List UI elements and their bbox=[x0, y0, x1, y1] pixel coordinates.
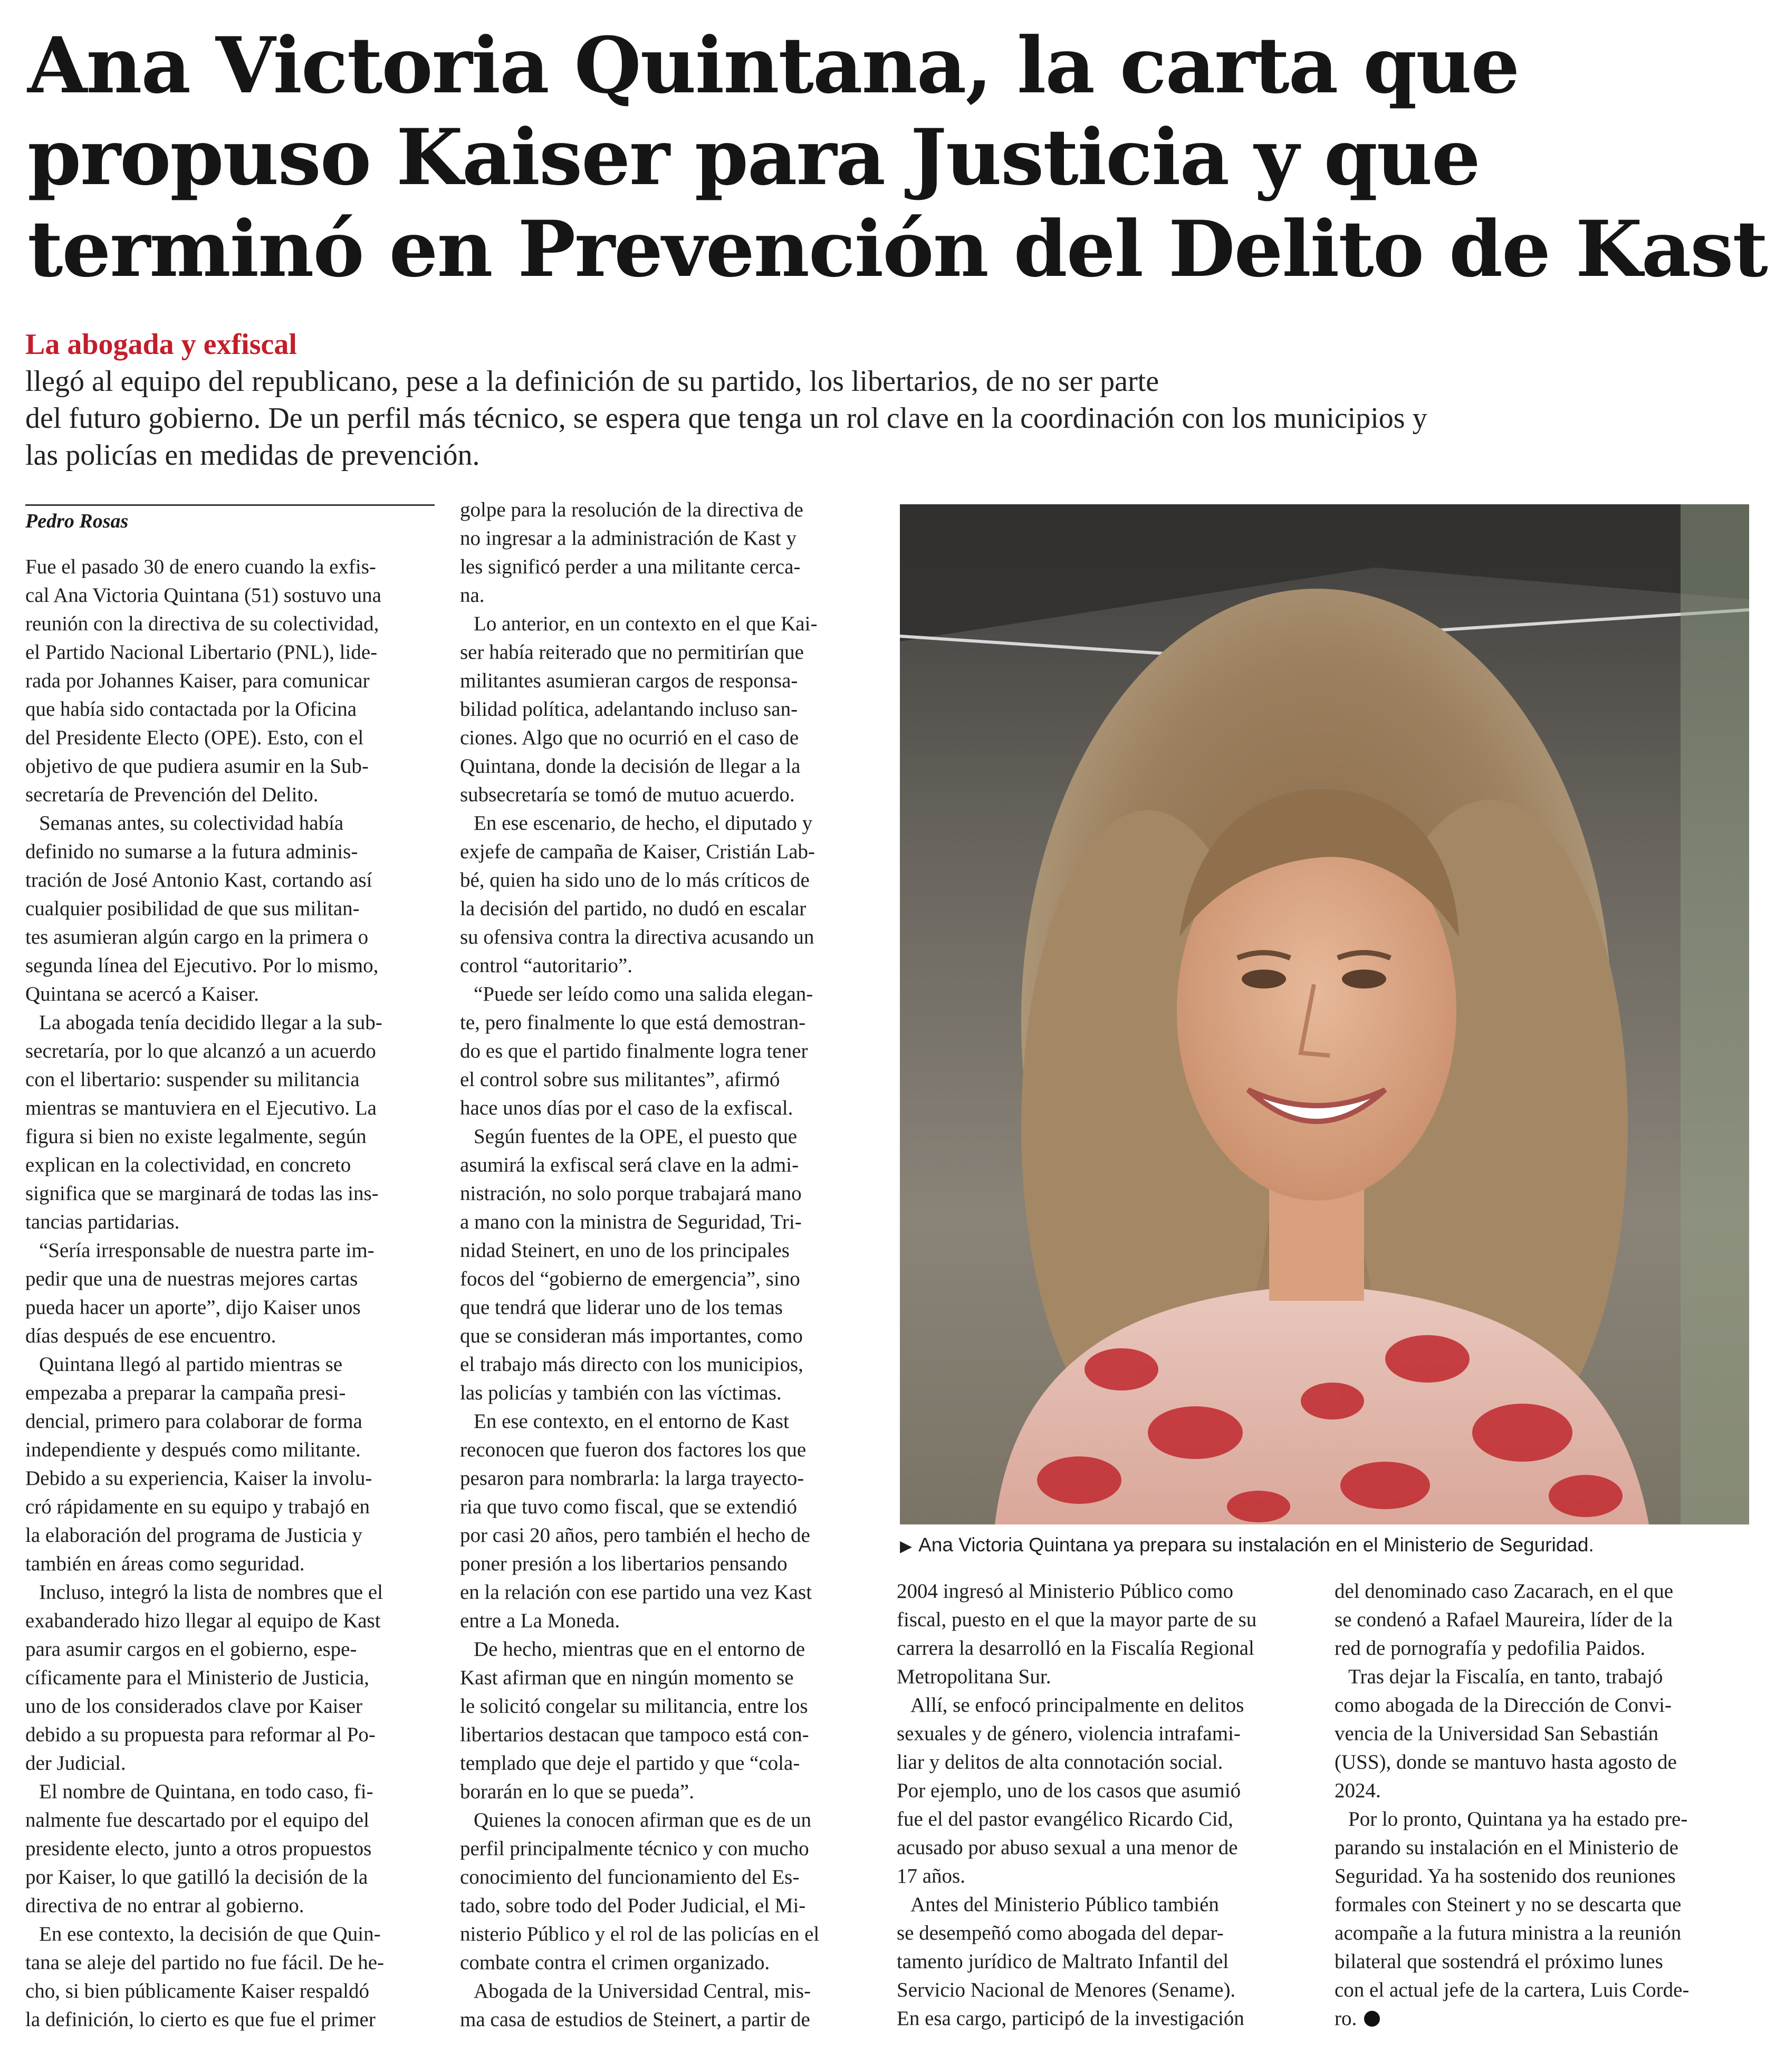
text-line: fue el del pastor evangélico Ricardo Cid, bbox=[897, 1808, 1233, 1830]
text-line: Quienes la conocen afirman que es de un bbox=[474, 1809, 811, 1831]
headline bbox=[27, 20, 1767, 295]
text-line: poner presión a los libertarios pensando bbox=[460, 1552, 788, 1575]
text-line: hace unos días por el caso de la exfiscal. bbox=[460, 1097, 793, 1119]
text-line: carrera la desarrolló en la Fiscalía Regional bbox=[897, 1637, 1254, 1659]
text-line: cualquier posibilidad de que sus militan- bbox=[25, 897, 360, 920]
text-line: te, pero finalmente lo que está demostran- bbox=[460, 1011, 806, 1034]
text-line: le solicitó congelar su militancia, entre los bbox=[460, 1695, 808, 1718]
text-line: Quintana llegó al partido mientras se bbox=[39, 1353, 343, 1376]
byline-rule bbox=[25, 504, 435, 506]
byline: Pedro Rosas bbox=[25, 510, 129, 532]
text-line: pueda hacer un aporte”, dijo Kaiser unos bbox=[25, 1296, 361, 1319]
article-column-4 bbox=[1335, 1577, 1746, 2033]
text-line: Debido a su experiencia, Kaiser la involu- bbox=[25, 1467, 372, 1490]
text-line: tamento jurídico de Maltrato Infantil del bbox=[897, 1950, 1229, 1973]
text-line: vencia de la Universidad San Sebastián bbox=[1335, 1722, 1659, 1745]
text-line: De hecho, mientras que en el entorno de bbox=[474, 1638, 805, 1661]
text-line: conocimiento del funcionamiento del Es- bbox=[460, 1866, 800, 1888]
text-line: En esa cargo, participó de la investigación bbox=[897, 2007, 1244, 2030]
text-line: acompañe a la futura ministra a la reunión bbox=[1335, 1922, 1682, 1944]
text-line: el trabajo más directo con los municipios, bbox=[460, 1353, 803, 1376]
text-line: Abogada de la Universidad Central, mis- bbox=[474, 1980, 811, 2002]
text-line: el Partido Nacional Libertario (PNL), lide- bbox=[25, 641, 378, 664]
text-line: tado, sobre todo del Poder Judicial, el Mi- bbox=[460, 1894, 806, 1917]
text-line: independiente y después como militante. bbox=[25, 1438, 361, 1461]
text-line: rada por Johannes Kaiser, para comunicar bbox=[25, 669, 370, 692]
text-line: empezaba a preparar la campaña presi- bbox=[25, 1382, 346, 1404]
text-line: nisterio Público y el rol de las policías en el bbox=[460, 1923, 820, 1945]
text-line: cho, si bien públicamente Kaiser respaldó bbox=[25, 1980, 369, 2002]
text-line: do es que el partido finalmente logra tener bbox=[460, 1040, 808, 1062]
text-line: Servicio Nacional de Menores (Sename). bbox=[897, 1979, 1236, 2001]
text-line: Por lo pronto, Quintana ya ha estado pre- bbox=[1348, 1808, 1688, 1830]
text-line: segunda línea del Ejecutivo. Por lo mismo, bbox=[25, 954, 379, 977]
text-line: La abogada tenía decidido llegar a la sub- bbox=[39, 1011, 382, 1034]
text-line: no ingresar a la administración de Kast y bbox=[460, 527, 796, 550]
text-line: se condenó a Rafael Maureira, líder de la bbox=[1335, 1608, 1673, 1631]
text-line: ria que tuvo como fiscal, que se extendió bbox=[460, 1495, 797, 1518]
text-line: “Puede ser leído como una salida elegan- bbox=[474, 983, 813, 1005]
text-line: exjefe de campaña de Kaiser, Cristián Lab- bbox=[460, 840, 815, 863]
lead-line bbox=[25, 326, 1766, 400]
text-line: que tendrá que liderar uno de los temas bbox=[460, 1296, 783, 1319]
text-line: la definición, lo cierto es que fue el primer bbox=[25, 2008, 376, 2031]
lead-paragraph bbox=[25, 326, 1766, 474]
text-line: las policías y también con las víctimas. bbox=[460, 1382, 782, 1404]
text-line: 2004 ingresó al Ministerio Público como bbox=[897, 1580, 1234, 1603]
headline-line: propuso Kaiser para Justicia y que bbox=[27, 112, 1480, 203]
text-line: nistración, no solo porque trabajará mano bbox=[460, 1182, 802, 1205]
text-line: también en áreas como seguridad. bbox=[25, 1552, 305, 1575]
text-line: como abogada de la Dirección de Convi- bbox=[1335, 1694, 1672, 1716]
text-line: nalmente fue descartado por el equipo del bbox=[25, 1809, 369, 1831]
text-line: secretaría de Prevención del Delito. bbox=[25, 783, 319, 806]
text-line: se desempeñó como abogada del depar- bbox=[897, 1922, 1224, 1944]
text-line: Incluso, integró la lista de nombres que el bbox=[39, 1581, 383, 1604]
text-line: 17 años. bbox=[897, 1865, 965, 1887]
text-line: objetivo de que pudiera asumir en la Sub- bbox=[25, 755, 369, 778]
text-line: golpe para la resolución de la directiva de bbox=[460, 498, 803, 521]
text-line: tancias partidarias. bbox=[25, 1211, 180, 1233]
text-line: nidad Steinert, en uno de los principales bbox=[460, 1239, 790, 1262]
text-line: exabanderado hizo llegar al equipo de Kast bbox=[25, 1609, 381, 1632]
text-line: que se consideran más importantes, como bbox=[460, 1325, 803, 1347]
text-line: Seguridad. Ya ha sostenido dos reuniones bbox=[1335, 1865, 1676, 1887]
text-line: mientras se mantuviera en el Ejecutivo. La bbox=[25, 1097, 377, 1119]
text-line: Metropolitana Sur. bbox=[897, 1665, 1051, 1688]
text-line: focos del “gobierno de emergencia”, sino bbox=[460, 1268, 800, 1290]
text-line: a mano con la ministra de Seguridad, Tri- bbox=[460, 1211, 802, 1233]
text-line: tes asumieran algún cargo en la primera o bbox=[25, 926, 369, 948]
text-line: ciones. Algo que no ocurrió en el caso de bbox=[460, 726, 799, 749]
text-line: días después de ese encuentro. bbox=[25, 1325, 276, 1347]
text-line: del denominado caso Zacarach, en el que bbox=[1335, 1580, 1674, 1603]
text-line: bilidad política, adelantando incluso san- bbox=[460, 698, 798, 721]
text-line: Fue el pasado 30 de enero cuando la exfis- bbox=[25, 555, 376, 578]
portrait-illustration bbox=[900, 504, 1749, 1524]
text-line: directiva de no entrar al gobierno. bbox=[25, 1894, 304, 1917]
text-line: Tras dejar la Fiscalía, en tanto, trabajó bbox=[1348, 1665, 1663, 1688]
text-line: subsecretaría se tomó de mutuo acuerdo. bbox=[460, 783, 795, 806]
lead-kicker: La abogada y exfiscal bbox=[25, 328, 297, 361]
text-line: su ofensiva contra la directiva acusando un bbox=[460, 926, 814, 948]
text-line: borarán en lo que se pueda”. bbox=[460, 1780, 694, 1803]
text-line: definido no sumarse a la futura adminis- bbox=[25, 840, 358, 863]
text-line: ma casa de estudios de Steinert, a partir de bbox=[460, 2008, 810, 2031]
text-line: Lo anterior, en un contexto en el que Kai- bbox=[474, 612, 818, 635]
text-line: Allí, se enfocó principalmente en delitos bbox=[910, 1694, 1244, 1716]
text-line: con el libertario: suspender su militancia bbox=[25, 1068, 360, 1091]
text-line: pedir que una de nuestras mejores cartas bbox=[25, 1268, 358, 1290]
text-line: entre a La Moneda. bbox=[460, 1609, 620, 1632]
text-line: El nombre de Quintana, en todo caso, fi- bbox=[39, 1780, 373, 1803]
text-line: (USS), donde se mantuvo hasta agosto de bbox=[1335, 1751, 1677, 1773]
text-line: En ese contexto, la decisión de que Quin- bbox=[39, 1923, 381, 1945]
text-line: En ese escenario, de hecho, el diputado y bbox=[474, 812, 813, 834]
text-line: cró rápidamente en su equipo y trabajó en bbox=[25, 1495, 370, 1518]
text-line: 2024. bbox=[1335, 1779, 1381, 1802]
text-line: libertarios destacan que tampoco está con- bbox=[460, 1723, 809, 1746]
article-column-1 bbox=[25, 553, 435, 2034]
lead-line: del futuro gobierno. De un perfil más técnico, se espera que tenga un rol clave en la coordinación con los municipios y bbox=[25, 402, 1427, 435]
text-line: uno de los considerados clave por Kaiser bbox=[25, 1695, 362, 1718]
text-line: En ese contexto, en el entorno de Kast bbox=[474, 1410, 789, 1433]
text-line: en la relación con ese partido una vez Kast bbox=[460, 1581, 812, 1604]
text-line: Quintana, donde la decisión de llegar a la bbox=[460, 755, 801, 778]
article-column-2 bbox=[460, 496, 871, 2034]
end-of-article-icon bbox=[1364, 2011, 1380, 2027]
text-line: reconocen que fueron dos factores los que bbox=[460, 1438, 807, 1461]
text-line: debido a su propuesta para reformar al Po- bbox=[25, 1723, 376, 1746]
text-line: por Kaiser, lo que gatilló la decisión de la bbox=[25, 1866, 368, 1888]
text-line: liar y delitos de alta connotación social. bbox=[897, 1751, 1223, 1773]
text-line: asumirá la exfiscal será clave en la admi- bbox=[460, 1154, 799, 1176]
text-line: presidente electo, junto a otros propuestos bbox=[25, 1837, 372, 1860]
text-line: na. bbox=[460, 584, 485, 607]
text-line: red de pornografía y pedofilia Paidos. bbox=[1335, 1637, 1646, 1659]
text-line: Quintana se acercó a Kaiser. bbox=[25, 983, 259, 1005]
text-line: Según fuentes de la OPE, el puesto que bbox=[474, 1125, 798, 1148]
text-line: fiscal, puesto en el que la mayor parte de su bbox=[897, 1608, 1257, 1631]
headline-line: Ana Victoria Quintana, la carta que bbox=[27, 21, 1519, 111]
text-line: “Sería irresponsable de nuestra parte im- bbox=[39, 1239, 375, 1262]
text-line: explican en la colectividad, en concreto bbox=[25, 1154, 351, 1176]
text-line: figura si bien no existe legalmente, según bbox=[25, 1125, 367, 1148]
lead-line-text: llegó al equipo del republicano, pese a la definición de su partido, los libertarios, de no ser parte bbox=[25, 365, 1159, 398]
text-line: por casi 20 años, pero también el hecho de bbox=[460, 1524, 810, 1547]
text-line: acusado por abuso sexual a una menor de bbox=[897, 1836, 1238, 1859]
text-line: les significó perder a una militante cerca- bbox=[460, 555, 801, 578]
text-line: tración de José Antonio Kast, cortando así bbox=[25, 869, 372, 891]
text-line: Antes del Ministerio Público también bbox=[910, 1893, 1219, 1916]
text-line: der Judicial. bbox=[25, 1752, 126, 1774]
text-line: cal Ana Victoria Quintana (51) sostuvo una bbox=[25, 584, 381, 607]
text-line: la elaboración del programa de Justicia y bbox=[25, 1524, 362, 1547]
portrait-photo bbox=[900, 504, 1749, 1524]
text-line: la decisión del partido, no dudó en escalar bbox=[460, 897, 807, 920]
text-line: para asumir cargos en el gobierno, espe- bbox=[25, 1638, 357, 1661]
text-line: ro. bbox=[1335, 2004, 1746, 2033]
text-line: Semanas antes, su colectividad había bbox=[39, 812, 344, 834]
text-line: con el actual jefe de la cartera, Luis Corde- bbox=[1335, 1979, 1690, 2001]
text-line: el control sobre sus militantes”, afirmó bbox=[460, 1068, 780, 1091]
photo-caption bbox=[900, 1531, 1765, 1561]
caption-marker-icon: ▶ bbox=[900, 1538, 913, 1555]
text-line: parando su instalación en el Ministerio de bbox=[1335, 1836, 1678, 1859]
text-line: pesaron para nombrarla: la larga trayecto- bbox=[460, 1467, 804, 1490]
text-line: formales con Steinert y no se descarta que bbox=[1335, 1893, 1682, 1916]
text-line: bé, quien ha sido uno de lo más críticos de bbox=[460, 869, 810, 891]
text-line: combate contra el crimen organizado. bbox=[460, 1951, 770, 1974]
article-column-3 bbox=[897, 1577, 1308, 2033]
text-line: ser había reiterado que no permitirían que bbox=[460, 641, 804, 664]
text-line: tana se aleje del partido no fue fácil. De he- bbox=[25, 1951, 385, 1974]
text-line: cíficamente para el Ministerio de Justicia, bbox=[25, 1666, 369, 1689]
text-line: que había sido contactada por la Oficina bbox=[25, 698, 357, 721]
text-line: dencial, primero para colaborar de forma bbox=[25, 1410, 362, 1433]
text-line: bilateral que sostendrá el próximo lunes bbox=[1335, 1950, 1663, 1973]
text-line: secretaría, por lo que alcanzó a un acuerdo bbox=[25, 1040, 376, 1062]
text-line: Por ejemplo, uno de los casos que asumió bbox=[897, 1779, 1241, 1802]
text-line: Kast afirman que en ningún momento se bbox=[460, 1666, 794, 1689]
text-line: reunión con la directiva de su colectividad, bbox=[25, 612, 379, 635]
text-line: militantes asumieran cargos de responsa- bbox=[460, 669, 798, 692]
text-line: templado que deje el partido y que “cola- bbox=[460, 1752, 800, 1774]
text-line: control “autoritario”. bbox=[460, 954, 633, 977]
text-line: perfil principalmente técnico y con mucho bbox=[460, 1837, 809, 1860]
lead-line: las policías en medidas de prevención. bbox=[25, 439, 480, 472]
text-line: del Presidente Electo (OPE). Esto, con el bbox=[25, 726, 364, 749]
caption-text: Ana Victoria Quintana ya prepara su instalación en el Ministerio de Seguridad. bbox=[918, 1534, 1594, 1556]
text-line: sexuales y de género, violencia intrafami- bbox=[897, 1722, 1241, 1745]
text-line: significa que se marginará de todas las ins- bbox=[25, 1182, 379, 1205]
headline-line: terminó en Prevención del Delito de Kast bbox=[27, 204, 1767, 294]
